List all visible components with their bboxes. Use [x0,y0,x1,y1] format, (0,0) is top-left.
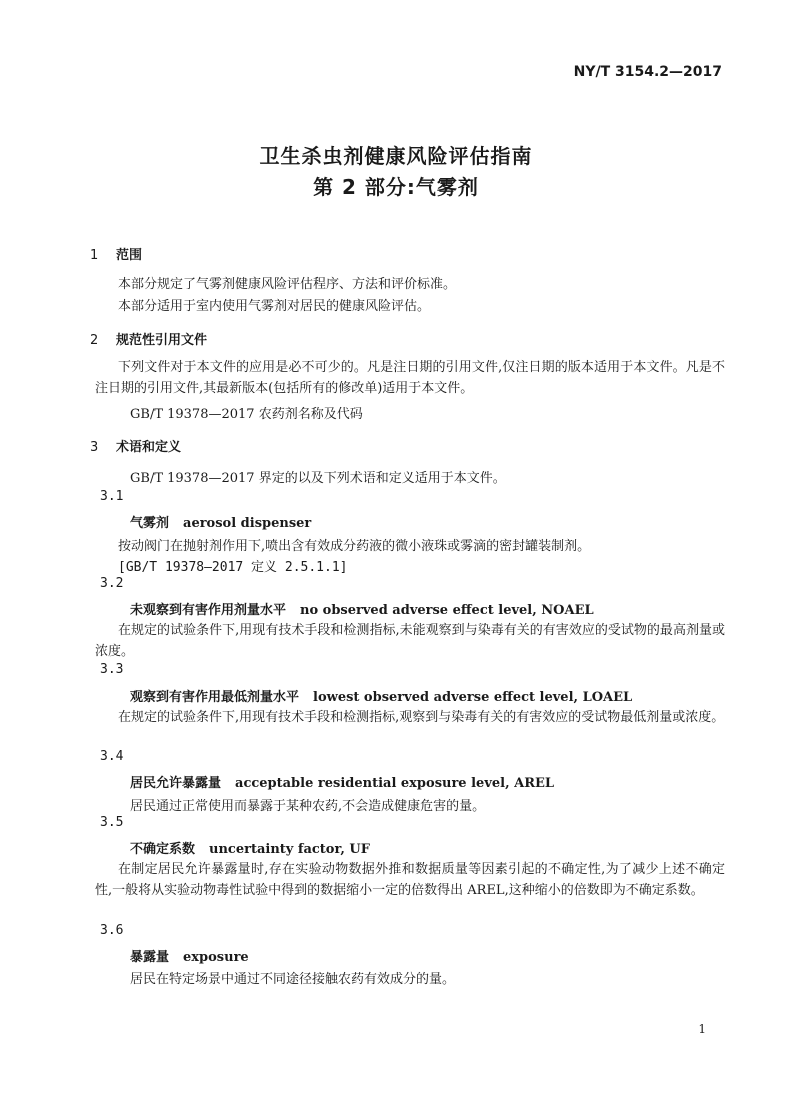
section-2-heading [90,329,207,348]
page-number: 1 [698,1022,706,1036]
definition: 按动阀门在抛射剂作用下,喷出含有效成分药液的微小液珠或雾滴的密封罐装制剂。 [118,539,591,554]
definition: 在规定的试验条件下,用现有技术手段和检测指标,未能观察到与染毒有关的有害效应的受试物的最高剂量或浓度。 [95,623,725,659]
definition: 在规定的试验条件下,用现有技术手段和检测指标,观察到与染毒有关的有害效应的受试物最低剂量或浓度。 [118,710,725,725]
definition-source: [GB/T 19378—2017 定义 2.5.1.1] [118,560,348,575]
clause-number: 3.6 [100,923,124,938]
clause-number: 3.3 [100,662,124,677]
definition: 居民通过正常使用而暴露于某种农药,不会造成健康危害的量。 [130,799,486,814]
term-heading [130,512,311,531]
term-zh: 不确定系数 [130,842,196,857]
paragraph: 本部分适用于室内使用气雾剂对居民的健康风险评估。 [118,299,431,314]
term-en: no observed adverse effect level, NOAEL [300,603,594,618]
paragraph: GB/T 19378—2017 界定的以及下列术语和定义适用于本文件。 [130,471,506,486]
clause-number: 3.2 [100,576,124,591]
section-number: 3 [90,440,99,455]
definition: 居民在特定场景中通过不同途径接触农药有效成分的量。 [130,972,456,987]
section-title: 范围 [116,248,143,263]
section-title: 术语和定义 [116,440,182,455]
term-heading [130,686,632,705]
paragraph: 下列文件对于本文件的应用是必不可少的。凡是注日期的引用文件,仅注日期的版本适用于本文件。凡是不注日期的引用文件,其最新版本(包括所有的修改单)适用于本文件。 [95,360,725,396]
normative-reference: GB/T 19378—2017 农药剂名称及代码 [130,407,363,422]
section-3-heading [90,436,181,455]
term-en: uncertainty factor, UF [209,842,370,857]
term-en: acceptable residential exposure level, AREL [235,776,555,791]
term-zh: 居民允许暴露量 [130,776,222,791]
term-heading [130,772,554,791]
term-zh: 气雾剂 [130,516,170,531]
term-heading [130,599,594,618]
definition: 在制定居民允许暴露量时,存在实验动物数据外推和数据质量等因素引起的不确定性,为了减少上述不确定性,一般将从实验动物毒性试验中得到的数据缩小一定的倍数得出 AREL,这种缩小的倍数即为不确定系数。 [95,862,725,898]
section-1-heading [90,244,142,263]
term-en: aerosol dispenser [183,516,312,531]
clause-number: 3.5 [100,815,124,830]
section-number: 1 [90,248,99,263]
term-zh: 未观察到有害作用剂量水平 [130,603,287,618]
term-en: lowest observed adverse effect level, LOAEL [313,690,633,705]
clause-number: 3.1 [100,489,124,504]
document-title: 卫生杀虫剂健康风险评估指南 [259,144,533,168]
term-zh: 观察到有害作用最低剂量水平 [130,690,300,705]
term-heading [130,838,370,857]
section-number: 2 [90,333,99,348]
term-en: exposure [183,950,249,965]
term-heading [130,946,249,965]
section-title: 规范性引用文件 [116,333,208,348]
clause-number: 3.4 [100,749,124,764]
paragraph: 本部分规定了气雾剂健康风险评估程序、方法和评价标准。 [118,277,457,292]
term-zh: 暴露量 [130,950,170,965]
standard-number: NY/T 3154.2—2017 [573,64,722,80]
document-subtitle: 第 2 部分:气雾剂 [313,175,479,199]
